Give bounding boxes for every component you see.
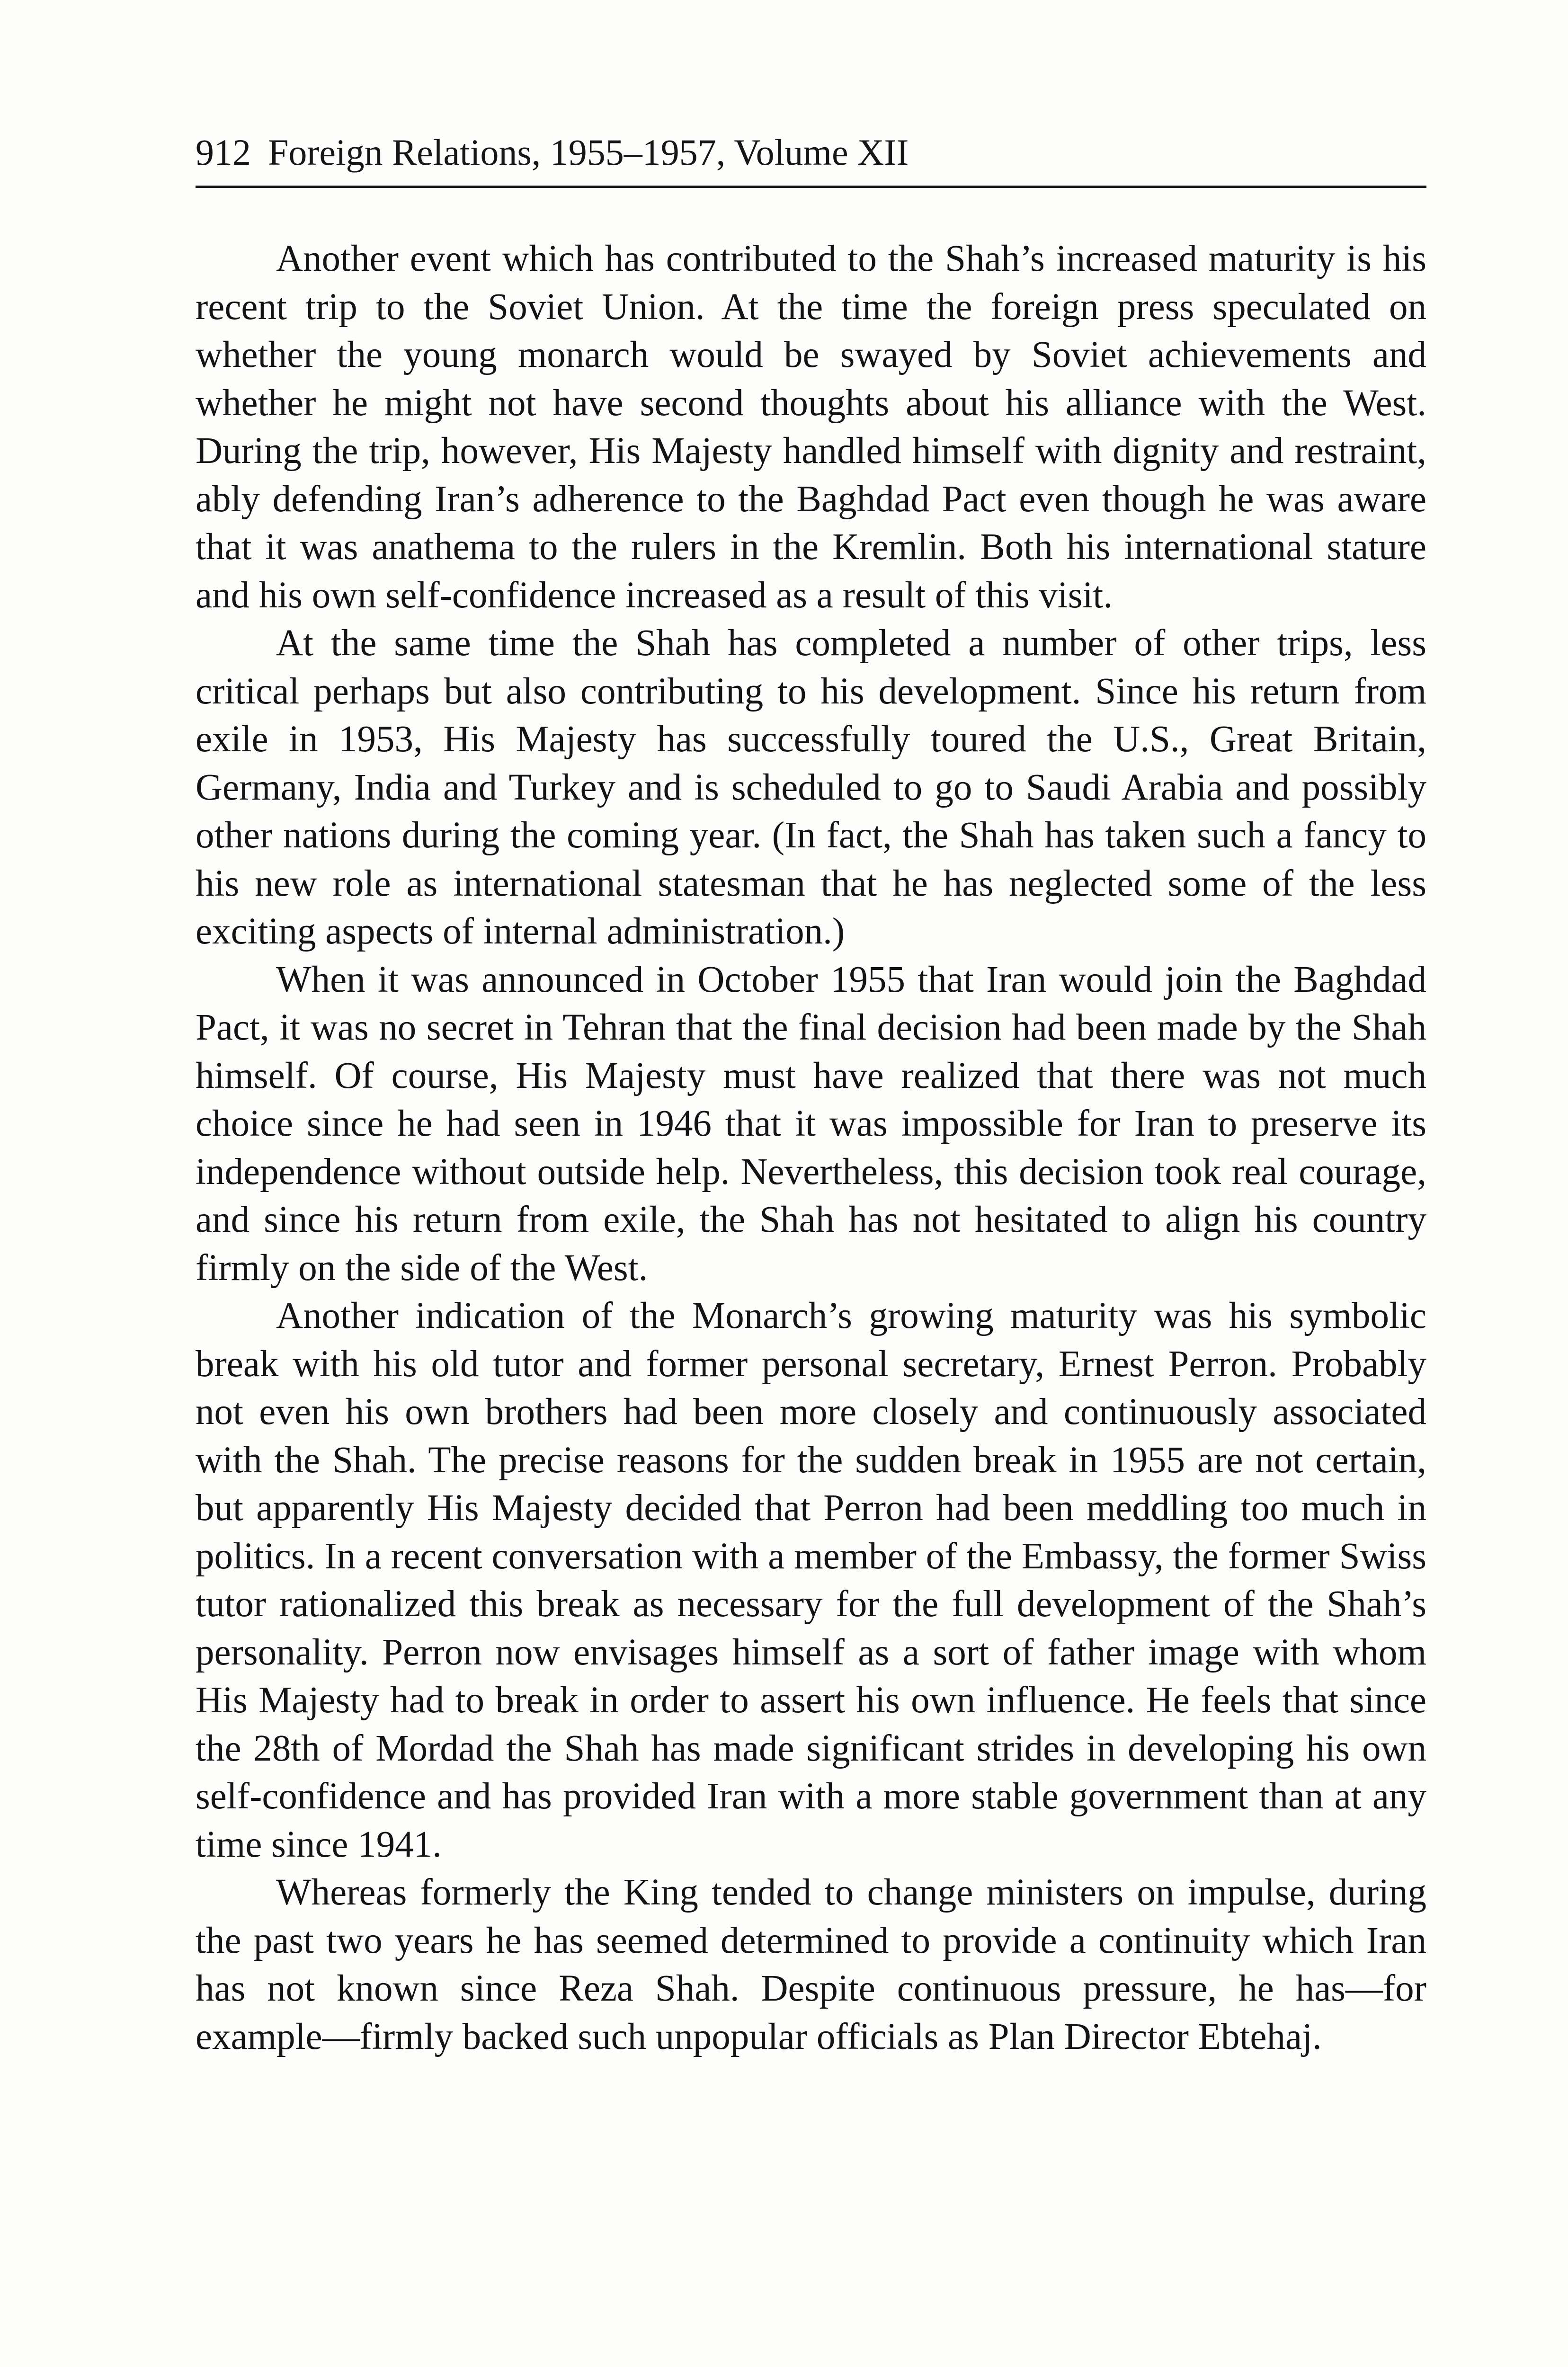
paragraph-baghdad-pact: When it was announced in October 1955 that Iran would join the Baghdad Pact, it was no secret in Tehran that the final decision had been made by the Shah himself. Of course, His Majesty must have realized that there was not much choice since he had seen in 1946 that it was impossible for Iran to preserve its independence without outside help. Nevertheless, this decision took real courage, and since his return from exile, the Shah has not hesitated to align his country firmly on the side of the West. — [196, 959, 1426, 1289]
paragraph-ministers: Whereas formerly the King tended to change ministers on impulse, during the past two years he has seemed determined to provide a continuity which Iran has not known since Reza Shah. Despite continuous pressure, he has—for example—firmly backed such unpopular officials as Plan Director Ebtehaj. — [196, 1872, 1426, 2057]
page-number: 912 — [196, 132, 251, 173]
volume-title: Foreign Relations, 1955–1957, Volume XII — [268, 132, 909, 173]
paragraph-other-trips: At the same time the Shah has completed a number of other trips, less critical perhaps but also contributing to his development. Since his return from exile in 1953, His Majesty has successfully toured the U.S., Great Britain, Germany, India and Turkey and is scheduled to go to Saudi Arabia and possibly other nations during the coming year. (In fact, the Shah has taken such a fancy to his new role as international statesman that he has neglected some of the less exciting aspects of internal administration.) — [196, 623, 1426, 952]
paragraph-soviet-trip: Another event which has contributed to the Shah’s increased maturity is his recent trip to the Soviet Union. At the time the foreign press speculated on whether the young monarch would be swayed by Soviet achievements and whether he might not have second thoughts about his alliance with the West. During the trip, however, His Majesty handled himself with dignity and restraint, ably defending Iran’s adherence to the Baghdad Pact even though he was aware that it was anathema to the rulers in the Kremlin. Both his international stature and his own self-confidence increased as a result of this visit. — [196, 238, 1426, 616]
paragraph-perron-break: Another indication of the Monarch’s growing maturity was his symbolic break with his old tutor and former personal secretary, Ernest Perron. Probably not even his own brothers had been more closely and continuously associated with the Shah. The precise reasons for the sudden break in 1955 are not certain, but apparently His Majesty decided that Perron had been meddling too much in politics. In a recent conversation with a member of the Embassy, the former Swiss tutor rationalized this break as necessary for the full development of the Shah’s personality. Perron now envisages himself as a sort of father image with whom His Majesty had to break in order to assert his own influence. He feels that since the 28th of Mordad the Shah has made significant strides in developing his own self-confidence and has provided Iran with a more stable government than at any time since 1941. — [196, 1295, 1426, 1865]
running-head — [196, 129, 1426, 188]
body-text — [196, 235, 1426, 2061]
